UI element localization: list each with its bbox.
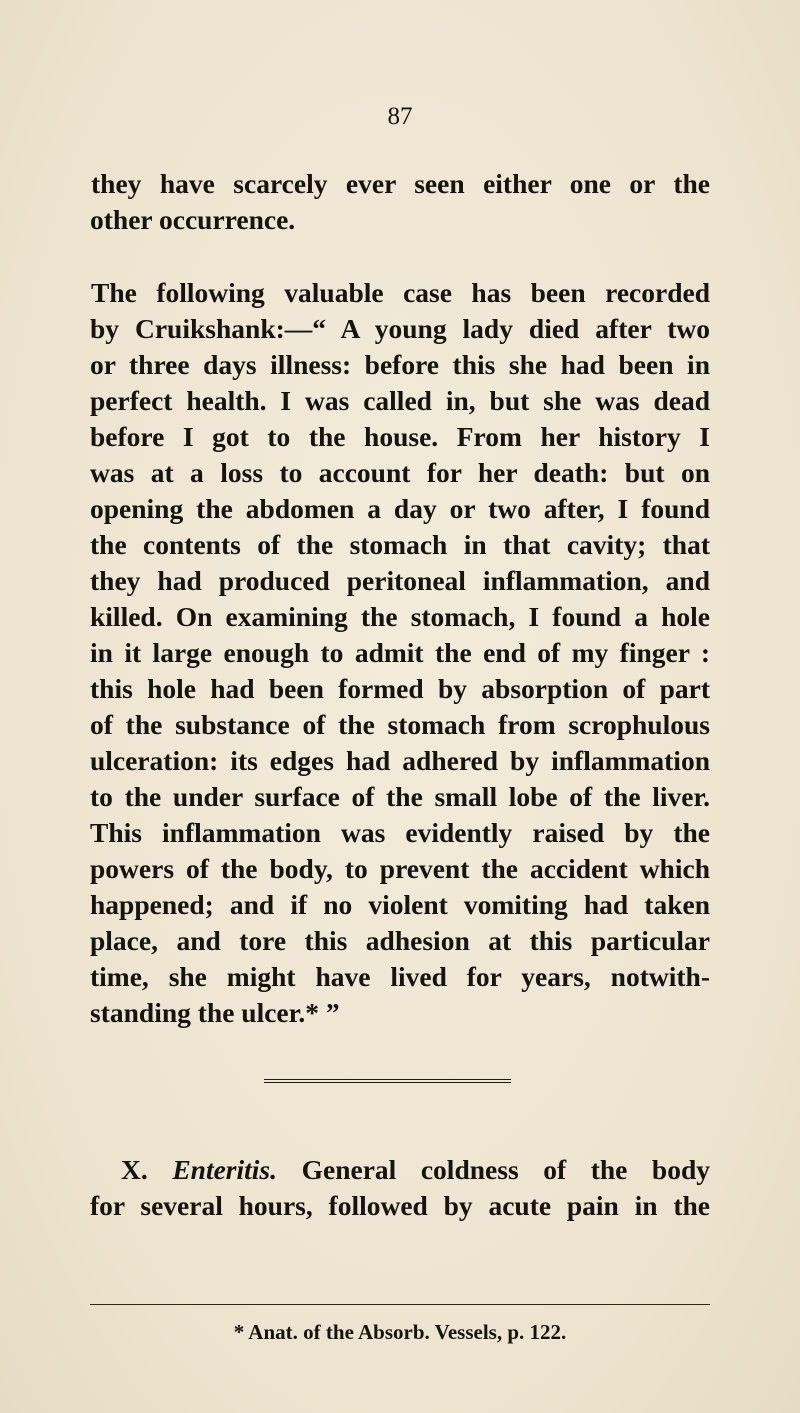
text-line: time, she might have lived for years, notwith- [90, 961, 710, 992]
section-text: General coldness of the body [301, 1154, 711, 1185]
text-line: this hole had been formed by absorption of part [90, 673, 710, 704]
footnote: * Anat. of the Absorb. Vessels, p. 122. [233, 1320, 567, 1344]
text-line: place, and tore this adhesion at this particular [90, 925, 710, 956]
text-line: was at a loss to account for her death: but on [90, 457, 710, 488]
section-divider [264, 1079, 511, 1083]
text-line: to the under surface of the small lobe of the liver. [90, 781, 710, 812]
text-line: other occurrence. [90, 204, 296, 235]
section-title: Enteritis. [172, 1154, 278, 1185]
text-line: This inflammation was evidently raised by the [90, 817, 710, 848]
footnote-rule [90, 1304, 710, 1305]
text-line: of the substance of the stomach from scrophulous [90, 709, 710, 740]
text-line: opening the abdomen a day or two after, I found [90, 493, 710, 524]
text-line: happened; and if no violent vomiting had taken [90, 889, 710, 920]
text-line: or three days illness: before this she had been in [90, 349, 710, 380]
text-line: standing the ulcer.* ” [90, 997, 340, 1028]
text-line: for several hours, followed by acute pain in the [90, 1190, 710, 1221]
text-line: perfect health. I was called in, but she was dead [90, 385, 710, 416]
text-line: by Cruikshank:—“ A young lady died after two [90, 313, 710, 344]
section-number: X. [121, 1154, 148, 1185]
text-line: before I got to the house. From her history I [90, 421, 710, 452]
page-number: 87 [387, 103, 413, 130]
text-line: they have scarcely ever seen either one or the [91, 168, 710, 199]
section-heading-line [121, 1152, 710, 1188]
text-line: powers of the body, to prevent the accident which [90, 853, 710, 884]
text-line: killed. On examining the stomach, I found a hole [90, 601, 710, 632]
text-line: in it large enough to admit the end of my finger : [90, 637, 710, 668]
text-line: they had produced peritoneal inflammation, and [90, 565, 710, 596]
text-line: ulceration: its edges had adhered by inflammation [90, 745, 710, 776]
text-line: The following valuable case has been recorded [91, 277, 710, 308]
text-line: the contents of the stomach in that cavity; that [90, 529, 710, 560]
